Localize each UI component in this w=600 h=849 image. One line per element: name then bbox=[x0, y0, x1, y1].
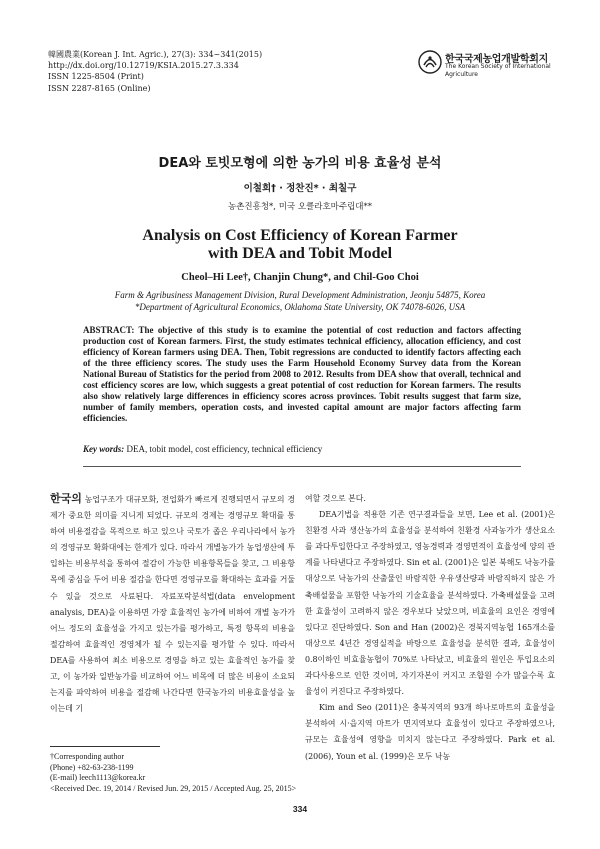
keywords-label: Key words: bbox=[83, 444, 125, 454]
paper-title-english bbox=[0, 227, 600, 263]
body-column-left bbox=[50, 491, 295, 741]
footnotes bbox=[50, 752, 310, 794]
authors-english: Cheol–Hi Lee†, Chanjin Chung*, and Chil-Goo Choi bbox=[181, 272, 419, 283]
society-name-korean: 한국국제농업개발학회지 bbox=[445, 54, 548, 65]
corresponding-author: †Corresponding author bbox=[50, 752, 124, 761]
section-lead-word: 한국의 bbox=[50, 492, 82, 505]
affiliation-english-line2: *Department of Agricultural Economics, Oklahoma State University, OK 74078-6026, USA bbox=[134, 302, 466, 312]
issn-online: ISSN 2287-8165 (Online) bbox=[48, 83, 151, 93]
footnote-divider bbox=[50, 746, 160, 747]
society-name-english: The Korean Society of International Agriculture bbox=[445, 63, 551, 78]
author-email[interactable]: (E-mail) leech1113@korea.kr bbox=[50, 773, 146, 782]
paper-title-korean: DEA와 토빗모형에 의한 농가의 비용 효율성 분석 bbox=[158, 156, 442, 171]
keywords bbox=[83, 444, 521, 454]
keywords-text: DEA, tobit model, cost efficiency, technical efficiency bbox=[126, 444, 323, 454]
section-divider bbox=[83, 466, 521, 467]
society-logo-icon bbox=[418, 50, 442, 74]
paragraph: DEA기법을 적용한 기존 연구결과들을 보면, Lee et al. (2001)은 친환경 사과 생산농가의 효율성을 분석하여 친환경 사과농가가 생산요소를 과다투입한다고 주장하였고, 영농경력과 경영면적이 효율성에 양의 관계를 나타낸다고 주장하였다. Sin et al. (2001)은 일본 북해도 낙농가를 대상으로 낙농가의 산출물인 바람직한 우유생산량과 바람직하지 않은 가축배설물을 포함한 낙농가의 기술효율을 분석하였다. 가축배설물을 고려한 효율성이 고려하지 않은 경우보다 낮았으며, 비효율의 요인은 경영에 있다고 진단하였다. Son and Han (2002)은 경북지역농협 165개소를 대상으로 4년간 경영실적을 바탕으로 효율성을 분석한 결과, 효율성이 0.8이하인 비효율농협이 70%로 나타났고, 비효율의 원인은 투입요소의 과다사용으로 인한 것이며, 자기자본이 커지고 조합원 수가 많을수록 효율성이 커진다고 주장하였다. bbox=[305, 510, 555, 697]
doi-link[interactable]: http://dx.doi.org/10.12719/KSIA.2015.27.3.334 bbox=[48, 61, 239, 71]
paragraph: 여할 것으로 본다. bbox=[305, 494, 366, 503]
affiliation-korean: 농촌진흥청*, 미국 오클라호마주립대** bbox=[227, 202, 373, 212]
page-number: 334 bbox=[292, 804, 308, 814]
society-logo bbox=[418, 48, 568, 86]
paragraph bbox=[50, 491, 295, 717]
author-phone: (Phone) +82-63-238-1199 bbox=[50, 762, 134, 772]
body-column-right bbox=[305, 491, 555, 831]
affiliation-english bbox=[0, 289, 600, 313]
issn-print: ISSN 1225-8504 (Print) bbox=[48, 72, 144, 82]
paper-title-english-line1: Analysis on Cost Efficiency of Korean Farmer bbox=[142, 227, 458, 244]
affiliation-english-line1: Farm & Agribusiness Management Division, Rural Development Administration, Jeonju 54875, Korea bbox=[114, 290, 486, 300]
authors-korean: 이철희† · 정찬진* · 최칠구 bbox=[243, 183, 357, 194]
journal-header bbox=[48, 49, 262, 94]
submission-dates: <Received Dec. 19, 2014 / Revised Jun. 29, 2015 / Accepted Aug. 25, 2015> bbox=[50, 783, 297, 793]
paragraph-text: 농업구조가 대규모화, 전업화가 빠르게 진행되면서 규모의 경제가 중요한 의미를 지니게 되었다. 규모의 경제는 경영규모 확대를 통하여 비용절감을 목적으로 하고 있으나 국토가 좁은 우리나라에서 농가의 경영규모 확화대에는 한계가 있다. 따라서 개별농가가 농업생산에 투입하는 비용부석을 통하여 절감이 가능한 비용항목들을 찾고, 그 비용항목에 중심을 두어 비용 절감을 한다면 경영규모를 확대하는 효과를 거둘 수 있을 것으로 사료된다. 자료포락분석법(data envelopment analysis, DEA)을 이용하면 가장 효율적인 농가에 비하여 개별 농가가 어느 정도의 효율성을 가지고 있는가를 평가하고, 특정 항목의 비용을 절감하여 효율적인 경영체가 될 수 있는지를 평가할 수 있다. 따라서 DEA를 사용하여 최소 비용으로 경영을 하고 있는 효율적인 농가를 찾고, 이 농가와 일반농가를 비교하여 어느 비목에 더 많은 비용이 소요되는지를 파악하여 비용을 절감해 나간다면 한국농가의 비용효율성을 높이는데 기 bbox=[50, 495, 295, 714]
abstract: ABSTRACT: The objective of this study is to examine the potential of cost reduction and factors affecting production cost of Korean farmers. First, the study estimates technical efficiency, allocation efficiency, and cost efficiency of Korean farmers using DEA. Then, Tobit regressions are conducted to identify factors affecting each of the three efficiency scores. The study uses the Farm Household Economy Survey data from the Korean National Bureau of Statistics for the period from 2008 to 2012. Results from DEA show that overall, technical and cost efficiency scores are low, which suggests a great potential of cost reduction for Korean farmers. The results also show relatively large differences in efficiency scores across provinces. Tobit results suggest that farm size, number of family members, operation costs, and invested capital amount are major factors affecting farm efficiencies. bbox=[83, 325, 521, 424]
journal-citation: 韓國農業(Korean J. Int. Agric.), 27(3): 334~341(2015) bbox=[48, 50, 263, 59]
paragraph: Kim and Seo (2011)은 충북지역의 93개 하나로마트의 효율성을 분석하여 시·읍지역 마트가 면지역보다 효율성이 있다고 주장하였으나, 규모는 효율성에 영향을 미치지 않는다고 주장하였다. Park et al. (2006), Youn et al. (1999)은 모두 낙농 bbox=[305, 703, 555, 761]
paper-title-english-line2: with DEA and Tobit Model bbox=[207, 245, 393, 262]
